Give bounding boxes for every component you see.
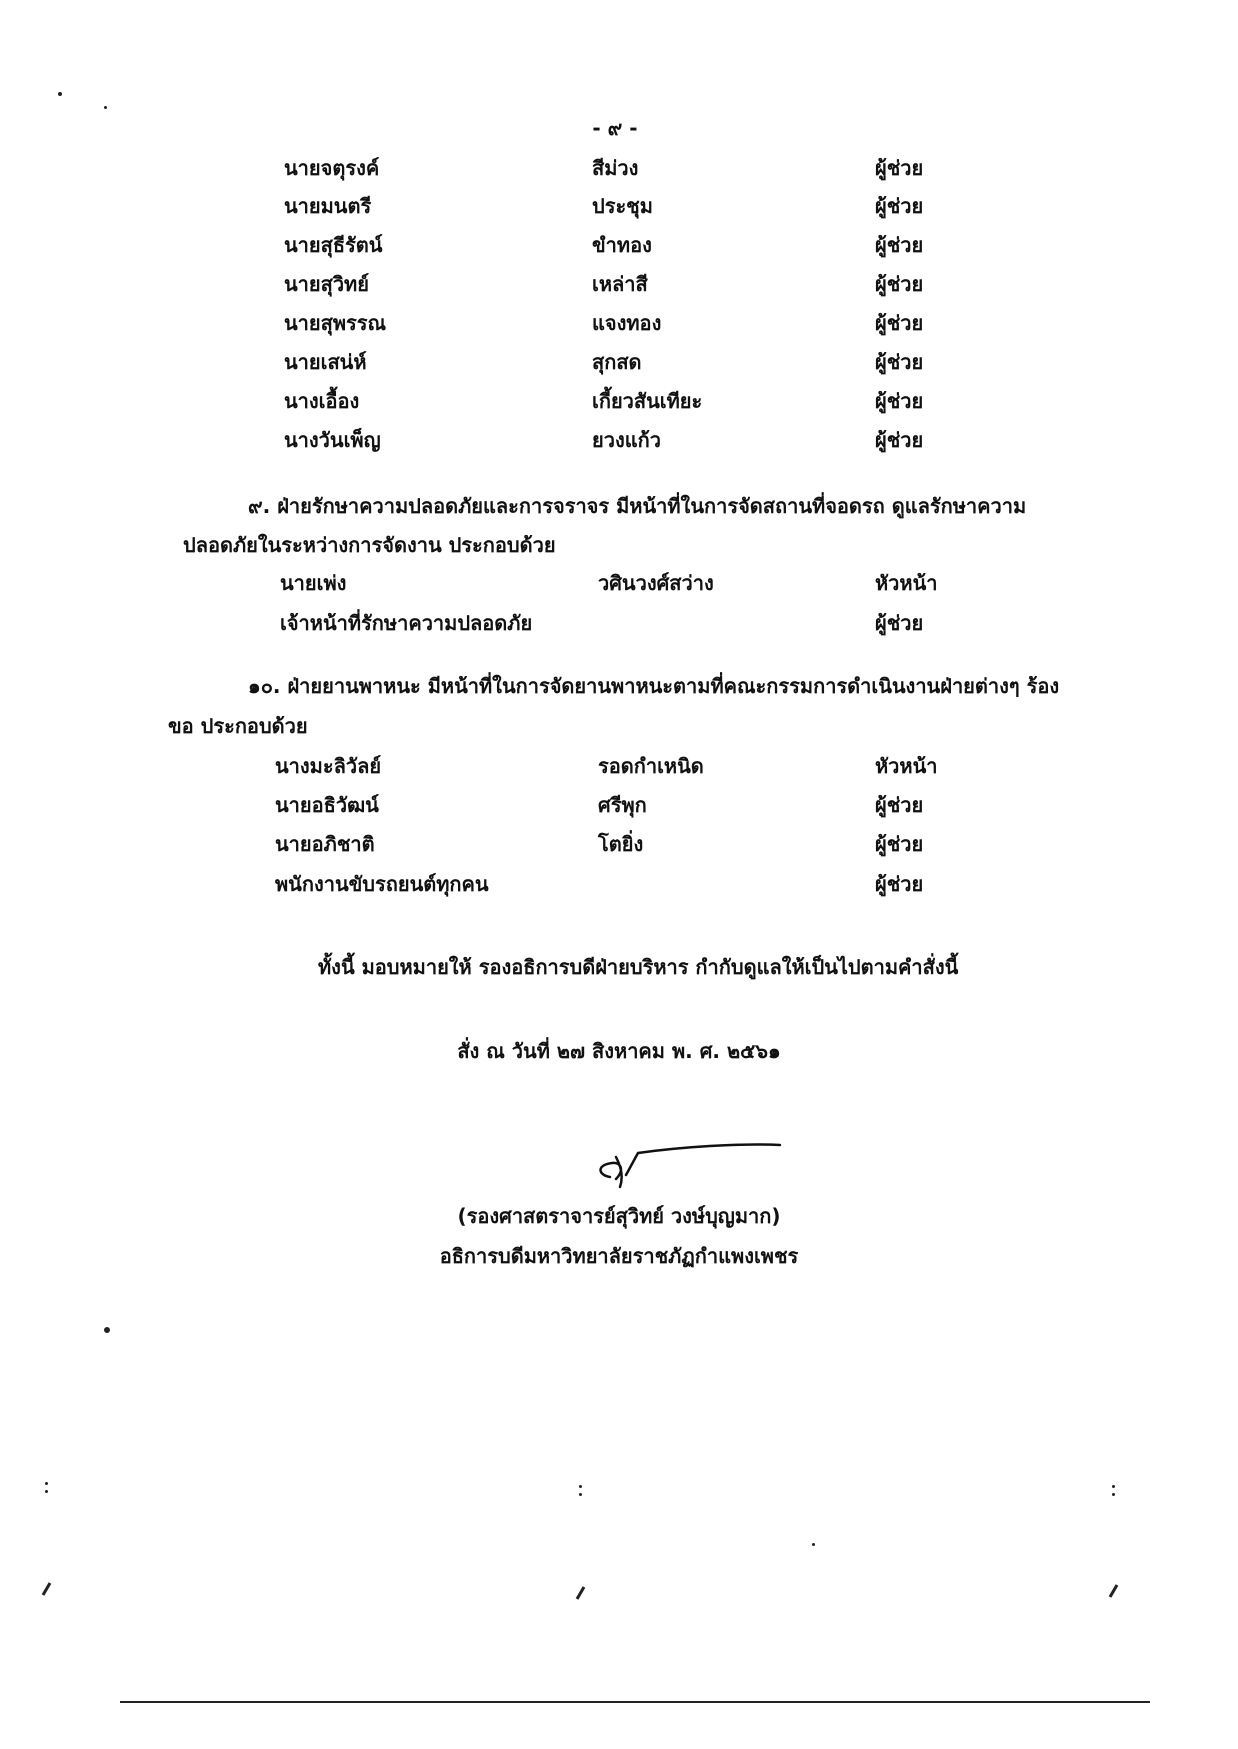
member-role: ผู้ช่วย bbox=[875, 389, 924, 413]
member-role: ผู้ช่วย bbox=[875, 793, 924, 817]
member-last-name: สีม่วง bbox=[592, 156, 639, 180]
scan-mark bbox=[1109, 1584, 1119, 1598]
list-item bbox=[0, 266, 1238, 302]
member-role: หัวหน้า bbox=[875, 754, 938, 778]
member-role: ผู้ช่วย bbox=[875, 350, 924, 374]
member-first-name: นางวันเพ็ญ bbox=[284, 428, 381, 452]
signer-name: (รองศาสตราจารย์สุวิทย์ วงษ์บุญมาก) bbox=[457, 1204, 781, 1228]
scan-speck bbox=[104, 106, 107, 109]
member-role: ผู้ช่วย bbox=[875, 872, 924, 896]
member-last-name: ประชุม bbox=[592, 194, 653, 218]
list-item bbox=[0, 344, 1238, 380]
scan-mark bbox=[576, 1586, 586, 1600]
member-role: ผู้ช่วย bbox=[875, 428, 924, 452]
scan-speck bbox=[58, 92, 62, 96]
scan-speck bbox=[812, 1543, 815, 1546]
member-first-name: นางเอื้อง bbox=[284, 389, 360, 413]
member-first-name: นายอธิวัฒน์ bbox=[275, 793, 379, 817]
section-9-continuation: ปลอดภัยในระหว่างการจัดงาน ประกอบด้วย bbox=[183, 533, 556, 557]
member-first-name: พนักงานขับรถยนต์ทุกคน bbox=[275, 872, 489, 896]
list-item bbox=[0, 866, 1238, 902]
member-role: หัวหน้า bbox=[875, 571, 938, 595]
member-last-name: สุกสด bbox=[592, 350, 642, 374]
section-9-heading: ๙. ฝ่ายรักษาความปลอดภัยและการจราจร มีหน้าที่ในการจัดสถานที่จอดรถ ดูแลรักษาความ bbox=[248, 494, 1027, 518]
member-first-name: นายสุธีรัตน์ bbox=[284, 233, 383, 257]
member-role: ผู้ช่วย bbox=[875, 832, 924, 856]
list-item bbox=[0, 826, 1238, 862]
order-date: สั่ง ณ วันที่ ๒๗ สิงหาคม พ. ศ. ๒๕๖๑ bbox=[457, 1039, 781, 1063]
member-role: ผู้ช่วย bbox=[875, 611, 924, 635]
scan-mark bbox=[42, 1582, 52, 1596]
member-first-name: นายมนตรี bbox=[284, 194, 372, 218]
member-last-name: เหล่าสี bbox=[592, 272, 648, 296]
list-item bbox=[0, 748, 1238, 784]
member-last-name: ศรีพุก bbox=[598, 793, 647, 817]
member-first-name: เจ้าหน้าที่รักษาความปลอดภัย bbox=[280, 611, 533, 635]
member-last-name: ยวงแก้ว bbox=[592, 428, 661, 452]
scan-speck bbox=[1112, 1485, 1115, 1488]
member-first-name: นายเสน่ห์ bbox=[284, 350, 367, 374]
member-first-name: นายสุพรรณ bbox=[284, 311, 387, 335]
signer-title: อธิการบดีมหาวิทยาลัยราชภัฏกำแพงเพชร bbox=[439, 1244, 799, 1268]
member-last-name: วศินวงศ์สว่าง bbox=[598, 571, 714, 595]
scan-speck bbox=[1112, 1493, 1115, 1496]
scan-speck bbox=[579, 1485, 582, 1488]
member-last-name: เกี้ยวสันเทียะ bbox=[592, 389, 703, 413]
section-10-heading: ๑๐. ฝ่ายยานพาหนะ มีหน้าที่ในการจัดยานพาหนะตามที่คณะกรรมการดำเนินงานฝ่ายต่างๆ ร้อง bbox=[248, 674, 1060, 698]
member-role: ผู้ช่วย bbox=[875, 311, 924, 335]
list-item bbox=[0, 787, 1238, 823]
member-last-name: รอดกำเหนิด bbox=[598, 754, 704, 778]
member-last-name: แจงทอง bbox=[592, 311, 662, 335]
member-role: ผู้ช่วย bbox=[875, 272, 924, 296]
member-first-name: นายสุวิทย์ bbox=[284, 272, 369, 296]
list-item bbox=[0, 605, 1238, 641]
section-10-continuation: ขอ ประกอบด้วย bbox=[168, 714, 308, 738]
member-first-name: นายอภิชาติ bbox=[275, 832, 375, 856]
member-role: ผู้ช่วย bbox=[875, 156, 924, 180]
list-item bbox=[0, 565, 1238, 601]
scan-speck bbox=[104, 1327, 110, 1333]
scan-speck bbox=[579, 1493, 582, 1496]
member-role: ผู้ช่วย bbox=[875, 194, 924, 218]
handwritten-signature bbox=[590, 1135, 790, 1195]
list-item bbox=[0, 383, 1238, 419]
scan-speck bbox=[45, 1490, 48, 1493]
list-item bbox=[0, 150, 1238, 186]
closing-statement: ทั้งนี้ มอบหมายให้ รองอธิการบดีฝ่ายบริหาร กำกับดูแลให้เป็นไปตามคำสั่งนี้ bbox=[318, 955, 959, 979]
member-first-name: นายเพ่ง bbox=[280, 571, 347, 595]
member-last-name: ขำทอง bbox=[592, 233, 652, 257]
member-first-name: นางมะลิวัลย์ bbox=[275, 754, 382, 778]
list-item bbox=[0, 227, 1238, 263]
bottom-rule bbox=[120, 1701, 1150, 1703]
scan-speck bbox=[45, 1482, 48, 1485]
member-first-name: นายจตุรงค์ bbox=[284, 156, 380, 180]
member-role: ผู้ช่วย bbox=[875, 233, 924, 257]
list-item bbox=[0, 305, 1238, 341]
list-item bbox=[0, 188, 1238, 224]
page-number: - ๙ - bbox=[592, 116, 638, 140]
list-item bbox=[0, 422, 1238, 458]
member-last-name: โตยิ่ง bbox=[598, 832, 644, 856]
